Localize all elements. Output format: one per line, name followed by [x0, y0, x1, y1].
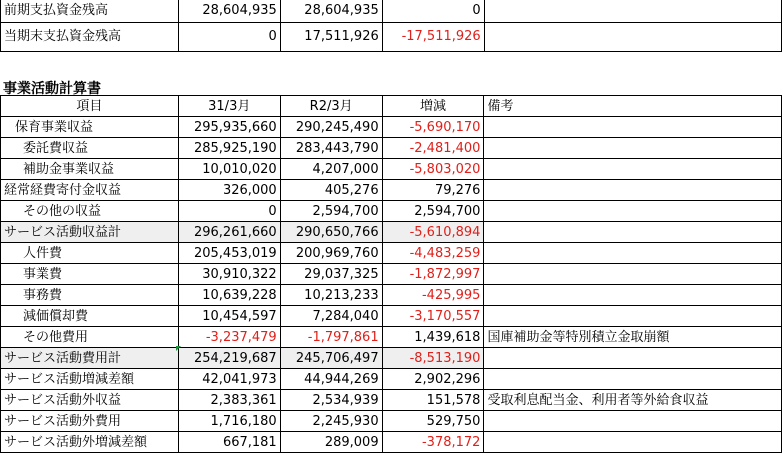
cell-value-curr[interactable]: 2,534,939 [280, 390, 382, 411]
cell-note[interactable]: 受取利息配当金、利用者等外給食収益 [484, 390, 782, 411]
cell-label[interactable]: 事業費 [1, 264, 179, 285]
cell-value-curr[interactable]: 289,009 [280, 432, 382, 453]
cell-label[interactable]: 人件費 [1, 243, 179, 264]
cell-label[interactable]: 事務費 [1, 285, 179, 306]
cell-value-prev[interactable]: 667,181 [178, 432, 280, 453]
table-row [1, 411, 782, 432]
cell-diff[interactable]: 1,439,618 [382, 327, 484, 348]
cell-value-prev[interactable]: 254,219,687 [178, 348, 280, 369]
cell-label[interactable]: サービス活動収益計 [1, 222, 179, 243]
cell-note[interactable] [484, 348, 782, 369]
table-row [1, 22, 782, 51]
header-item[interactable]: 項目 [1, 96, 179, 117]
cell-value-curr[interactable]: 200,969,760 [280, 243, 382, 264]
cell-value-prev[interactable]: 2,383,361 [178, 390, 280, 411]
cell-note[interactable] [484, 264, 782, 285]
cell-value-curr[interactable]: 4,207,000 [280, 159, 382, 180]
table-row [1, 264, 782, 285]
table-row [1, 327, 782, 348]
cell-label[interactable]: サービス活動費用計 [1, 348, 179, 369]
cell-diff[interactable]: -425,995 [382, 285, 484, 306]
cell-value-curr[interactable]: 28,604,935 [280, 0, 382, 22]
cell-value-prev[interactable]: 296,261,660 [178, 222, 280, 243]
cell-label[interactable]: サービス活動外増減差額 [1, 432, 179, 453]
header-diff[interactable]: 増減 [382, 96, 484, 117]
cell-diff[interactable]: -17,511,926 [382, 22, 484, 51]
cell-note[interactable] [484, 201, 782, 222]
cell-note[interactable] [484, 369, 782, 390]
cell-diff[interactable]: 151,578 [382, 390, 484, 411]
cell-value-curr[interactable]: 405,276 [280, 180, 382, 201]
cell-value-prev[interactable]: 295,935,660 [178, 117, 280, 138]
table-row [1, 243, 782, 264]
cell-diff[interactable]: -2,481,400 [382, 138, 484, 159]
table-row [1, 0, 782, 22]
header-note[interactable]: 備考 [484, 96, 782, 117]
table-row [1, 159, 782, 180]
cell-diff[interactable]: -1,872,997 [382, 264, 484, 285]
cell-value-curr[interactable]: 7,284,040 [280, 306, 382, 327]
cell-note[interactable] [484, 222, 782, 243]
cell-label[interactable]: 補助金事業収益 [1, 159, 179, 180]
table-row [1, 369, 782, 390]
cell-value-prev[interactable]: 10,010,020 [178, 159, 280, 180]
cell-note[interactable] [484, 22, 781, 51]
cell-value-curr[interactable]: 10,213,233 [280, 285, 382, 306]
table-row [1, 432, 782, 453]
cell-value-prev[interactable]: 0 [178, 201, 280, 222]
cell-diff[interactable]: -3,170,557 [382, 306, 484, 327]
table-row [1, 117, 782, 138]
cell-note[interactable] [484, 306, 782, 327]
cell-diff[interactable]: -5,690,170 [382, 117, 484, 138]
cell-value-prev[interactable]: 285,925,190 [178, 138, 280, 159]
cell-note[interactable] [484, 285, 782, 306]
cell-note[interactable] [484, 180, 782, 201]
cell-value-curr[interactable]: -1,797,861 [280, 327, 382, 348]
cell-value-prev[interactable]: 30,910,322 [178, 264, 280, 285]
cell-value-curr[interactable]: 245,706,497 [280, 348, 382, 369]
cell-value-curr[interactable]: 290,245,490 [280, 117, 382, 138]
cell-diff[interactable]: 0 [382, 0, 484, 22]
cell-diff[interactable]: -5,803,020 [382, 159, 484, 180]
cell-value-prev[interactable]: 42,041,973 [178, 369, 280, 390]
cell-label[interactable]: その他費用 [1, 327, 179, 348]
table-row [1, 201, 782, 222]
cell-label[interactable]: 前期支払資金残高 [1, 0, 179, 22]
table-row [1, 180, 782, 201]
section-title: 事業活動計算書 [3, 81, 101, 97]
header-col1[interactable]: 31/3月 [178, 96, 280, 117]
cell-diff[interactable]: 2,594,700 [382, 201, 484, 222]
cell-value-curr[interactable]: 283,443,790 [280, 138, 382, 159]
cell-note[interactable] [484, 0, 781, 22]
cell-comment-marker [176, 346, 181, 351]
table-row [1, 306, 782, 327]
cell-diff[interactable]: -378,172 [382, 432, 484, 453]
cell-value-prev[interactable]: 326,000 [178, 180, 280, 201]
header-col2[interactable]: R2/3月 [280, 96, 382, 117]
cell-note[interactable]: 国庫補助金等特別積立金取崩額 [484, 327, 782, 348]
cell-value-prev[interactable]: 0 [178, 22, 280, 51]
cell-note[interactable] [484, 243, 782, 264]
cell-value-prev[interactable]: 1,716,180 [178, 411, 280, 432]
cell-value-prev[interactable]: -3,237,479 [178, 327, 280, 348]
cell-value-prev[interactable]: 10,639,228 [178, 285, 280, 306]
cell-diff[interactable]: -5,610,894 [382, 222, 484, 243]
cell-diff[interactable]: 529,750 [382, 411, 484, 432]
cell-note[interactable] [484, 138, 782, 159]
cell-value-prev[interactable]: 28,604,935 [178, 0, 280, 22]
cell-label[interactable]: 減価償却費 [1, 306, 179, 327]
cell-diff[interactable]: 79,276 [382, 180, 484, 201]
cell-diff[interactable]: 2,902,296 [382, 369, 484, 390]
cell-note[interactable] [484, 159, 782, 180]
cell-note[interactable] [484, 411, 782, 432]
table-row [1, 285, 782, 306]
cell-note[interactable] [484, 432, 782, 453]
table-row [1, 348, 782, 369]
cell-value-prev[interactable]: 205,453,019 [178, 243, 280, 264]
cell-label[interactable]: サービス活動外費用 [1, 411, 179, 432]
cell-label[interactable]: サービス活動増減差額 [1, 369, 179, 390]
cell-label[interactable]: 経常経費寄付金収益 [1, 180, 179, 201]
cell-value-curr[interactable]: 290,650,766 [280, 222, 382, 243]
table-row [1, 138, 782, 159]
table-row [1, 222, 782, 243]
cell-label[interactable]: 保育事業収益 [1, 117, 179, 138]
cell-value-curr[interactable]: 2,594,700 [280, 201, 382, 222]
cell-value-curr[interactable]: 17,511,926 [280, 22, 382, 51]
cell-label[interactable]: サービス活動外収益 [1, 390, 179, 411]
cell-note[interactable] [484, 117, 782, 138]
cell-label[interactable]: その他の収益 [1, 201, 179, 222]
cell-label[interactable]: 当期末支払資金残高 [1, 22, 179, 51]
cell-value-prev[interactable]: 10,454,597 [178, 306, 280, 327]
cell-diff[interactable]: -4,483,259 [382, 243, 484, 264]
table-row [1, 390, 782, 411]
cell-value-curr[interactable]: 29,037,325 [280, 264, 382, 285]
income-statement-table [0, 95, 782, 453]
cell-value-curr[interactable]: 2,245,930 [280, 411, 382, 432]
cell-diff[interactable]: -8,513,190 [382, 348, 484, 369]
cell-value-curr[interactable]: 44,944,269 [280, 369, 382, 390]
header-row [1, 96, 782, 117]
cell-label[interactable]: 委託費収益 [1, 138, 179, 159]
cash-balance-table [0, 0, 782, 52]
